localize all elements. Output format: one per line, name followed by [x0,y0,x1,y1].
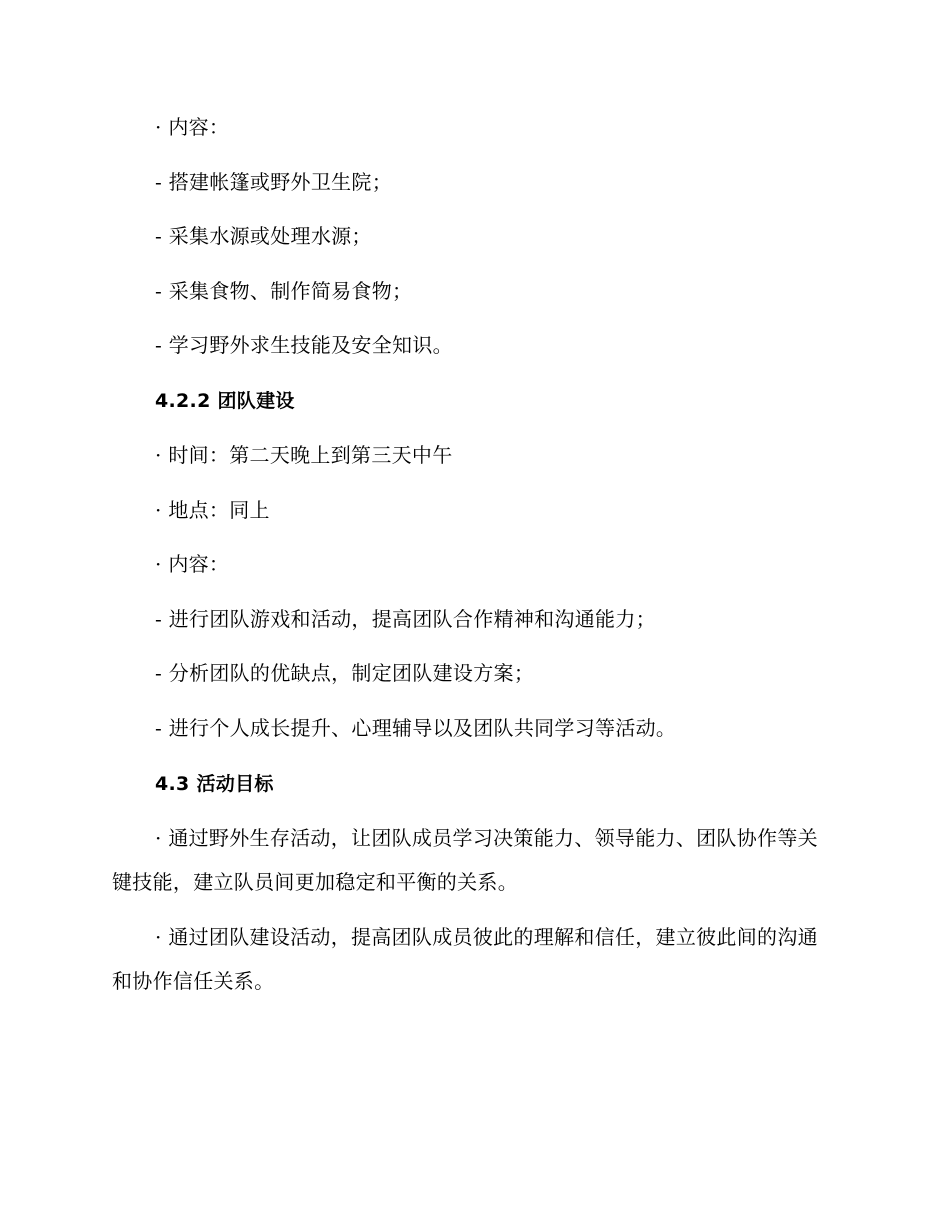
list-item: - 采集水源或处理水源； [155,224,372,248]
list-item: - 学习野外求生技能及安全知识。 [155,333,453,357]
paragraph: · 通过野外生存活动，让团队成员学习决策能力、领导能力、团队协作等关键技能，建立队员间更加稳定和平衡的关系。 [112,826,818,894]
content-label: · 内容： [155,115,230,139]
section-heading-4-2-2: 4.2.2 团队建设 [155,390,295,412]
time-line: · 时间：第二天晚上到第三天中午 [155,443,453,467]
list-item: - 搭建帐篷或野外卫生院； [155,170,393,194]
place-line: · 地点：同上 [155,498,270,522]
section-heading-4-3: 4.3 活动目标 [155,773,274,795]
paragraph: · 通过团队建设活动，提高团队成员彼此的理解和信任，建立彼此间的沟通和协作信任关系。 [112,925,818,993]
list-item: - 进行团队游戏和活动，提高团队合作精神和沟通能力； [155,607,656,631]
list-item: - 分析团队的优缺点，制定团队建设方案； [155,661,535,685]
list-item: - 采集食物、制作简易食物； [155,279,413,303]
content-label: · 内容： [155,552,230,576]
list-item: - 进行个人成长提升、心理辅导以及团队共同学习等活动。 [155,716,677,740]
